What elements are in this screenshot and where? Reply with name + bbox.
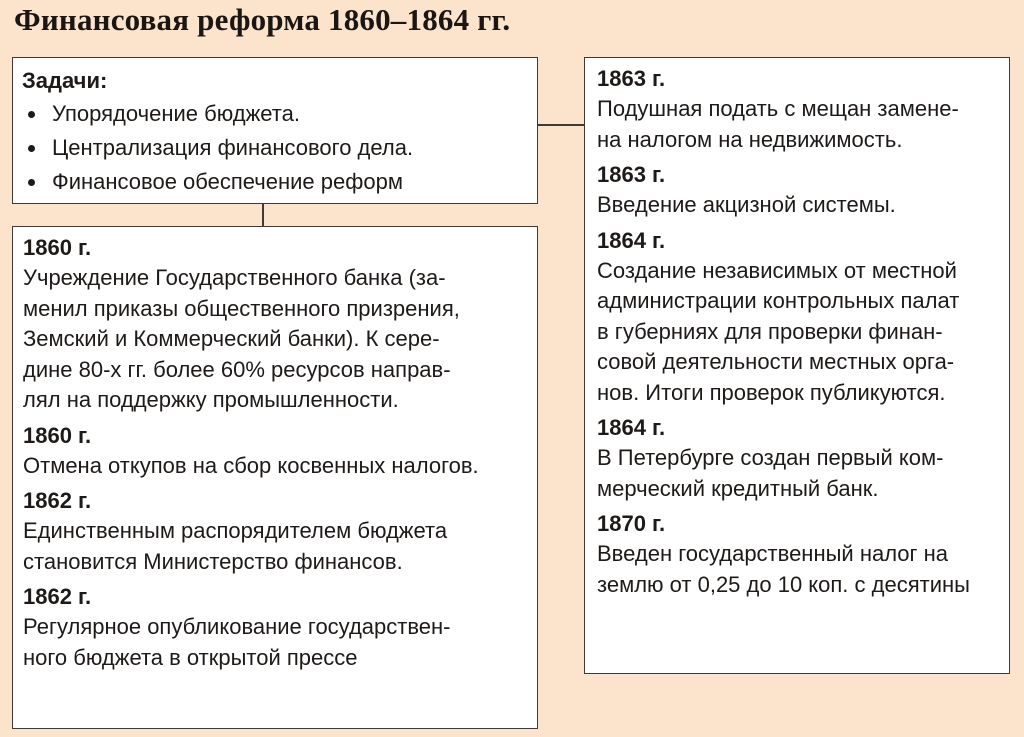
entry-year: 1864 г. xyxy=(597,415,666,440)
entry-text: В Петербурге создан первый ком- мерческий кредитный банк. xyxy=(597,445,944,501)
entry-text: Отмена откупов на сбор косвенных налогов. xyxy=(23,452,479,478)
timeline-entry xyxy=(23,582,537,673)
left-timeline-box xyxy=(12,226,538,729)
entry-year: 1860 г. xyxy=(23,235,92,260)
timeline-entry xyxy=(597,509,1009,600)
entry-year: 1863 г. xyxy=(597,162,666,187)
timeline-entry xyxy=(597,413,1009,504)
right-timeline-box xyxy=(584,57,1010,674)
task-item: Финансовое обеспечение реформ xyxy=(22,165,537,199)
entry-year: 1863 г. xyxy=(597,66,666,91)
entry-text: Введение акцизной системы. xyxy=(597,192,896,217)
timeline-entry xyxy=(23,486,537,577)
connector-line-vertical xyxy=(262,203,264,227)
page-title: Финансовая реформа 1860–1864 гг. xyxy=(14,2,511,37)
entry-year: 1860 г. xyxy=(23,422,92,448)
entry-text: Подушная подать с мещан замене- на налогом на недвижимость. xyxy=(597,96,959,152)
entry-year: 1862 г. xyxy=(23,584,92,609)
tasks-heading: Задачи: xyxy=(22,68,108,93)
entry-text: Регулярное опубликование государствен- ного бюджета в открытой прессе xyxy=(23,614,451,670)
entry-year: 1864 г. xyxy=(597,227,666,253)
task-item: Упорядочение бюджета. xyxy=(22,97,537,131)
timeline-entry xyxy=(597,226,1009,409)
entry-text: Единственным распорядителем бюджета становится Министерство финансов. xyxy=(23,518,448,574)
tasks-box xyxy=(12,57,538,204)
entry-text: Введен государственный налог на землю от 0,25 до 10 коп. с десятины xyxy=(597,541,970,597)
timeline-entry xyxy=(23,421,537,482)
entry-text: Создание независимых от местной администрации контрольных палат в губерниях для проверки финан- совой деятельности местных орга- нов. Итоги проверок публикуются. xyxy=(597,257,960,405)
connector-line-horizontal xyxy=(538,124,584,126)
tasks-list xyxy=(22,97,537,199)
entry-text: Учреждение Государственного банка (за- менил приказы общественного призрения, Земский и Коммерческий банки). К сере- дине 80-х гг. более 60% ресурсов направ- лял на поддержку промышленности. xyxy=(23,265,460,412)
task-item: Централизация финансового дела. xyxy=(22,131,537,165)
entry-year: 1862 г. xyxy=(23,488,92,513)
timeline-entry xyxy=(597,160,1009,221)
entry-year: 1870 г. xyxy=(597,511,666,536)
timeline-entry xyxy=(597,64,1009,155)
timeline-entry xyxy=(23,233,537,416)
